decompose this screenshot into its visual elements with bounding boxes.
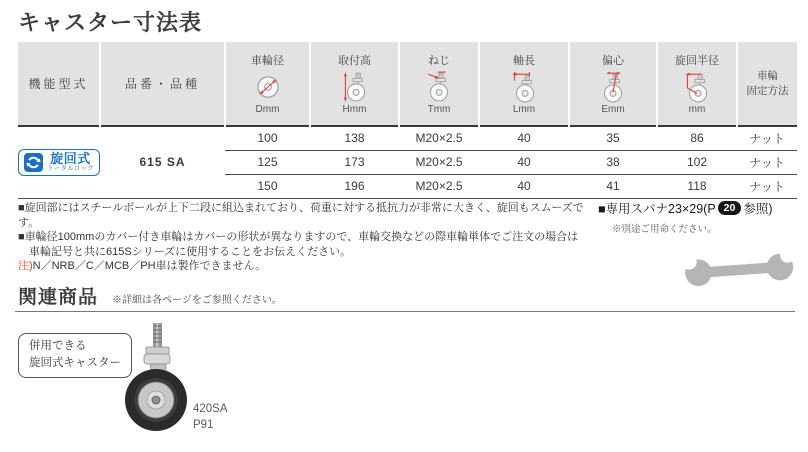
caster-product-code: 420SA [193, 403, 228, 415]
header-label: ねじ [428, 55, 450, 67]
page-title: キャスター寸法表 [18, 10, 203, 35]
note-caution [18, 259, 596, 274]
header-label-line2: 固定方法 [746, 84, 789, 97]
table-cell: 125 [225, 150, 310, 174]
header-label: 偏心 [602, 55, 624, 67]
wheel-diameter-icon [253, 71, 283, 103]
caution-prefix: 注) [18, 260, 33, 272]
swivel-total-lock-badge [18, 149, 100, 176]
caution-text: N／NRB／C／MCB／PH車は製作できません。 [32, 260, 267, 272]
table-cell: 40 [479, 150, 569, 174]
note-line: 車輪記号と共に615Sシリーズに使用することをお伝えください。 [29, 245, 352, 258]
table-cell: ナット [737, 126, 797, 150]
header-unit: mm [688, 104, 706, 115]
header-swivel-radius [657, 42, 737, 126]
badge-label: 旋回式 [50, 150, 91, 166]
table-cell: 35 [569, 126, 657, 150]
header-label: 機能型式 [28, 77, 89, 91]
screw-icon [424, 71, 454, 103]
spanner-note: ※別途ご用命ください。 [612, 224, 717, 235]
header-label-line1: 車輪 [757, 70, 778, 83]
table-cell: 118 [657, 174, 737, 198]
section-divider [15, 311, 795, 312]
table-cell: 138 [310, 126, 399, 150]
axle-length-icon [509, 71, 539, 103]
table-header-row [18, 42, 797, 126]
caster-photo [122, 322, 194, 434]
table-row [18, 126, 797, 150]
eccentricity-icon [598, 71, 628, 103]
badge-sublabel: トータルロック [47, 165, 94, 173]
table-cell: 38 [569, 150, 657, 174]
header-label: 軸長 [513, 55, 535, 67]
table-cell: 102 [657, 150, 737, 174]
spanner-block [598, 199, 802, 291]
header-wheel-diameter [225, 42, 310, 126]
header-unit: Dmm [255, 104, 280, 115]
spanner-heading [598, 199, 802, 217]
header-wheel-fixing [737, 42, 797, 126]
header-product-number [100, 42, 225, 126]
note-line: ■旋回部にはスチールボールが上下二段に組込まれており、荷重に対する抵抗力が非常に大きく、旋回もスムーズです。 [18, 202, 584, 229]
swivel-radius-icon [682, 71, 712, 103]
table-cell: ナット [737, 150, 797, 174]
table-cell: M20×2.5 [399, 150, 479, 174]
mount-height-icon [340, 71, 370, 103]
spanner-heading-post: 参照) [743, 202, 773, 216]
table-cell: 41 [569, 174, 657, 198]
table-cell: 196 [310, 174, 399, 198]
related-products-title: 関連商品 [18, 287, 99, 308]
caster-dimension-table [18, 42, 797, 199]
table-cell: 100 [225, 126, 310, 150]
related-products-note: ※詳細は各ページをご参照ください。 [112, 295, 282, 306]
header-mount-height [310, 42, 399, 126]
table-cell: ナット [737, 174, 797, 198]
header-unit: Lmm [512, 104, 536, 115]
function-type-cell [18, 126, 100, 198]
rotation-arrows-icon [24, 153, 43, 172]
header-unit: Emm [601, 104, 625, 115]
table-cell: 150 [225, 174, 310, 198]
header-unit: Tmm [427, 104, 451, 115]
related-products-header [18, 282, 282, 309]
header-screw [399, 42, 479, 126]
caster-product-page: P91 [193, 419, 214, 432]
wrench-icon [681, 241, 798, 295]
product-number-cell: 615 SA [100, 126, 225, 198]
table-cell: 86 [657, 126, 737, 150]
header-unit: Hmm [342, 104, 367, 115]
header-function-type [18, 42, 100, 126]
note-line: ■車輪径100mmのカバー付き車輪はカバーの形状が異なりますので、車輪交換などの際車輪単体でご注文の場合は [18, 231, 579, 243]
caster-photo-labels [193, 401, 228, 433]
notes-block [18, 201, 596, 274]
header-eccentricity [569, 42, 657, 126]
compatible-caster-box [18, 333, 132, 378]
header-label: 旋回半径 [675, 55, 719, 67]
table-cell: 40 [479, 126, 569, 150]
combo-box-line1: 併用できる [29, 340, 87, 352]
header-label: 車輪径 [251, 55, 284, 67]
header-label: 取付高 [338, 55, 371, 67]
spanner-heading-pre: ■専用スパナ23×29(P [598, 202, 716, 216]
combo-box-line2: 旋回式キャスター [29, 357, 121, 370]
table-cell: 40 [479, 174, 569, 198]
page-ref-badge: 20 [718, 201, 742, 215]
header-label: 品番・品種 [124, 77, 200, 91]
table-cell: M20×2.5 [399, 126, 479, 150]
table-cell: M20×2.5 [399, 174, 479, 198]
table-cell: 173 [310, 150, 399, 174]
header-axle-length [479, 42, 569, 126]
